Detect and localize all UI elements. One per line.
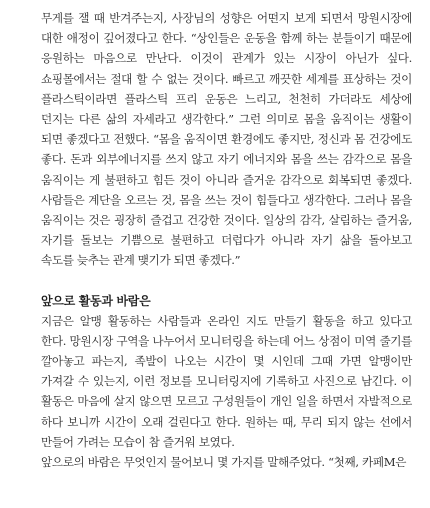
section-heading: 앞으로 활동과 바람은	[41, 293, 151, 308]
paragraph-spacer	[41, 271, 412, 291]
article-paragraph-2: 지금은 알맹 활동하는 사람들과 온라인 지도 만들기 활동을 하고 있다고 한다. 망원시장 구역을 나누어서 모니터링을 하는데 어느 상점이 미역 줄기를 깔아놓고 파는지, 족발이 나오는 시간이 몇 시인데 그때 가면 알맹이만 가져갈 수 있는지, 이런 정보를 모니터링지에 기록하고 사진으로 남긴다. 이 활동은 마음에 살지 않으면 모르고 구성원들이 개인 일을 하면서 자발적으로 하다 보니까 시간이 오래 걸린다고 한다. 원하는 때, 무리 되지 않는 선에서 만들어 가려는 모습이 참 즐거워 보였다.	[41, 313, 412, 449]
article-paragraph-3: 앞으로의 바람은 무엇인지 물어보니 몇 가지를 말해주었다. “첫째, 카페M은	[41, 455, 407, 470]
article-paragraph-1: 무게를 잴 때 반겨주는지, 사장님의 성향은 어떤지 보게 되면서 망원시장에 대한 애정이 깊어졌다고 한다. “상인들은 운동을 함께 하는 분들이기 때문에 응원하는 마음으로 만난다. 이것이 관계가 있는 시장이 아닌가 싶다. 쇼핑몰에서는 절대 할 수 없는 것이다. 빠르고 깨끗한 세계를 표상하는 것이 플라스틱이라면 플라스틱 프리 운동은 느리고, 천천히 가더라도 세상에 던지는 다른 삶의 자세라고 생각한다.” 그런 의미로 몸을 움직이는 생활이 되면 좋겠다고 전했다. “몸을 움직이면 환경에도 좋지만, 정신과 몸 건강에도 좋다. 돈과 외부에너지를 쓰지 않고 자기 에너지와 몸을 쓰는 감각으로 몸을 움직이는 게 불편하고 힘든 것이 아니라 즐거운 감각으로 회복되면 좋겠다. 사람들은 계단을 오르는 것, 몸을 쓰는 것이 힘들다고 생각한다. 그러나 몸을 움직이는 것은 굉장히 즐겁고 건강한 것이다. 일상의 감각, 살림하는 즐거움, 자기를 돌보는 기쁨으로 불편하고 더럽다가 아니라 자기 삶을 돌아보고 속도를 늦추는 관계 맺기가 되면 좋겠다.”	[41, 11, 412, 268]
